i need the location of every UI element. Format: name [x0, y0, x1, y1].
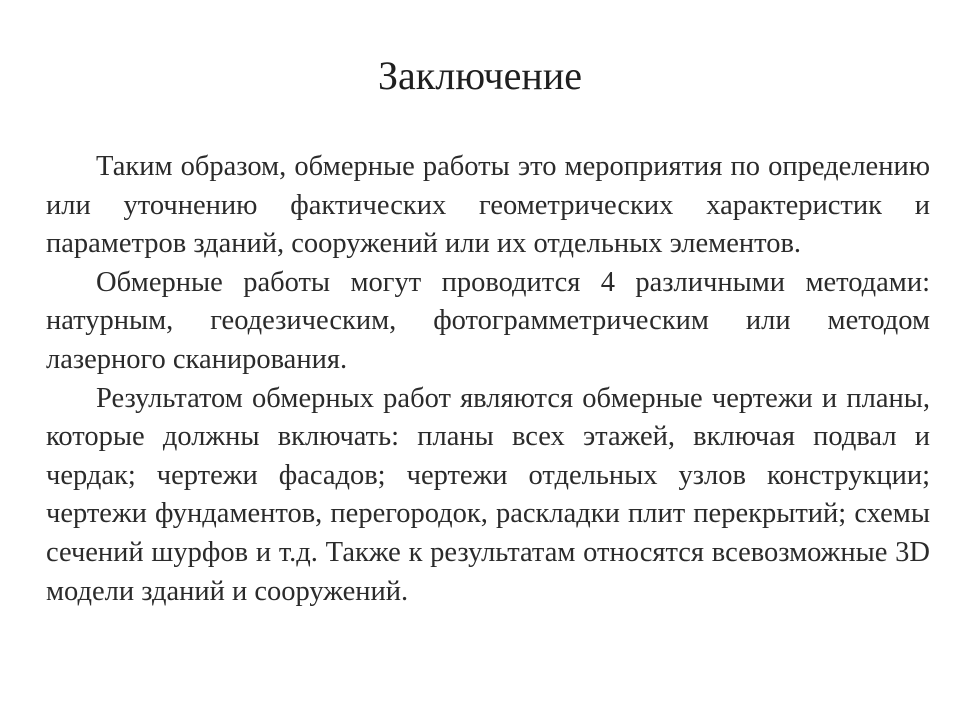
paragraph-definition: Таким образом, обмерные работы это мероприятия по определению или уточнению фактических геометрических характеристик и параметров зданий, сооружений или их отдельных элементов. — [46, 151, 930, 260]
slide-body — [46, 148, 930, 611]
slide-title: Заключение — [378, 53, 582, 98]
paragraph-methods: Обмерные работы могут проводится 4 различными методами: натурным, геодезическим, фотограмметрическим или методом лазерного сканирования. — [46, 266, 930, 375]
paragraph-results: Результатом обмерных работ являются обмерные чертежи и планы, которые должны включать: планы всех этажей, включая подвал и чердак; чертежи фасадов; чертежи отдельных узлов конструкции; чертежи фундаментов, перегородок, раскладки плит перекрытий; схемы сечений шурфов и т.д. Также к результатам относятся всевозможные 3D модели зданий и сооружений. — [46, 382, 930, 607]
